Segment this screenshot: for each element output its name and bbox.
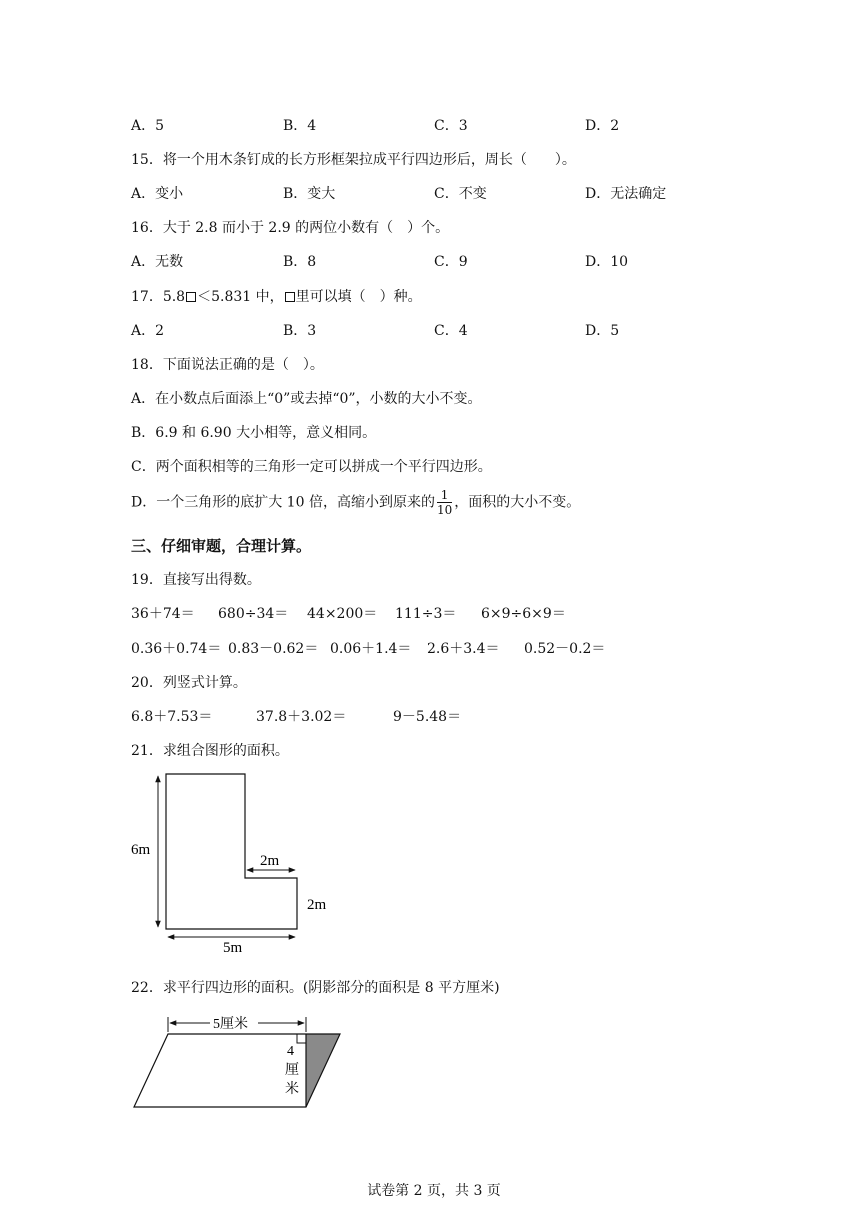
q17-stem-prefix: 17．5.8 [131,289,186,305]
q18-option-d [131,488,580,517]
q16-option-d: D．10 [585,254,629,270]
q17-option-c: C．4 [434,323,468,339]
blank-box-icon [186,292,196,302]
q19-item: 0.36＋0.74＝ [131,641,222,657]
height-number-label: 4 [287,1044,294,1059]
q18-option-d-suffix: ，面积的大小不变。 [454,494,581,511]
right-label: 2m [307,897,327,913]
q19-item: 2.6＋3.4＝ [427,641,500,657]
right-angle-icon [297,1034,306,1043]
height-unit-label-2: 米 [285,1082,299,1097]
q19-item: 0.83－0.62＝ [228,641,319,657]
q18-option-d-prefix: D．一个三角形的底扩大 10 倍，高缩小到原来的 [131,494,435,511]
q20-stem: 20．列竖式计算。 [131,675,247,691]
fraction-denominator: 10 [436,503,453,517]
q18-stem: 18．下面说法正确的是（ ）。 [131,357,324,373]
q20-item: 6.8＋7.53＝ [131,709,213,725]
q17-stem-tail: 里可以填（ ）种。 [295,289,422,305]
page-footer: 试卷第 2 页，共 3 页 [367,1183,501,1199]
fraction-numerator: 1 [437,488,452,503]
q16-option-c: C．9 [434,254,468,270]
q19-item: 680÷34＝ [218,606,289,622]
q19-item: 36＋74＝ [131,606,195,622]
q19-item: 44×200＝ [307,606,378,622]
q16-option-a: A．无数 [131,254,184,270]
q16-stem: 16．大于 2.8 而小于 2.9 的两位小数有（ ）个。 [131,220,450,236]
height-unit-label-1: 厘 [285,1063,299,1078]
q22-stem: 22．求平行四边形的面积。(阴影部分的面积是 8 平方厘米) [131,980,500,996]
l-shape-outline [166,774,297,929]
q19-item: 0.52－0.2＝ [524,641,606,657]
q15-stem: 15．将一个用木条钉成的长方形框架拉成平行四边形后，周长（ ）。 [131,152,576,168]
blank-box-icon [285,292,295,302]
q16-option-b: B．8 [283,254,317,270]
q17-option-a: A．2 [131,323,165,339]
q15-option-d: D．无法确定 [585,186,667,202]
q18-option-b: B．6.9 和 6.90 大小相等，意义相同。 [131,425,377,441]
q20-item: 9－5.48＝ [393,709,462,725]
top-label: 5厘米 [213,1017,248,1032]
q19-item: 6×9÷6×9＝ [481,606,566,622]
q19-stem: 19．直接写出得数。 [131,572,261,588]
section-title: 三、仔细审题，合理计算。 [131,537,312,555]
parallelogram-figure [125,1008,355,1112]
q14-option-a: A．5 [131,118,165,134]
q14-option-c: C．3 [434,118,468,134]
q15-option-a: A．变小 [131,186,184,202]
q18-option-c: C．两个面积相等的三角形一定可以拼成一个平行四边形。 [131,459,492,475]
bottom-label: 5m [223,940,243,956]
q19-item: 0.06＋1.4＝ [330,641,412,657]
q14-option-d: D．2 [585,118,620,134]
q17-option-b: B．3 [283,323,317,339]
q15-option-b: B．变大 [283,186,336,202]
q17-stem [131,286,422,306]
q18-option-a: A．在小数点后面添上“0”或去掉“0”，小数的大小不变。 [131,391,482,407]
q20-item: 37.8＋3.02＝ [256,709,347,725]
q14-option-b: B．4 [283,118,317,134]
q21-stem: 21．求组合图形的面积。 [131,743,289,759]
q17-stem-suffix: ＜5.831 中， [197,289,284,305]
q15-option-c: C．不变 [434,186,487,202]
q19-item: 111÷3＝ [395,606,457,622]
l-shape-figure [125,768,355,958]
q17-option-d: D．5 [585,323,620,339]
fraction [437,488,452,517]
height-label: 6m [131,842,151,858]
notch-label: 2m [260,853,280,869]
